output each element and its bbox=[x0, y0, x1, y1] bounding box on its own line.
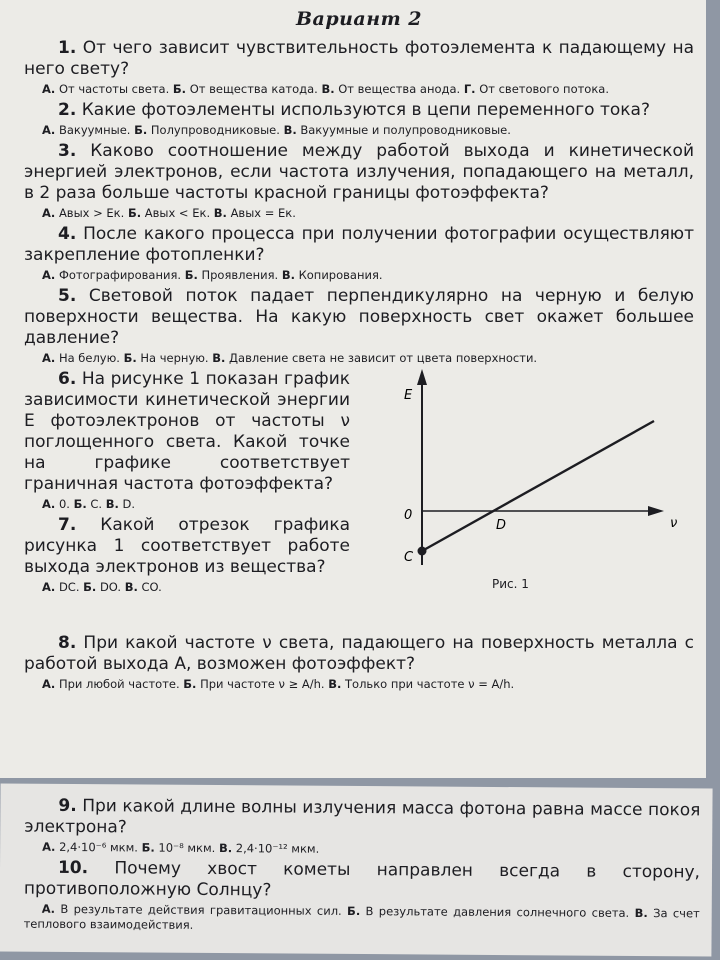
question-number: 5. bbox=[58, 286, 77, 306]
energy-line bbox=[422, 421, 654, 551]
y-axis-arrow bbox=[417, 369, 427, 385]
question-number: 8. bbox=[58, 633, 77, 653]
answers-3 bbox=[24, 206, 694, 221]
answer-key: А. bbox=[42, 268, 56, 282]
answer-text: Aвых > Eк. bbox=[58, 206, 125, 220]
question-text: На рисунке 1 показан график зависимости кинетической энергии E фотоэлектронов от частоты ν поглощенного света. Какой точке на графике соответствует граничная частота фотоэффекта? bbox=[24, 369, 351, 494]
question-4 bbox=[24, 224, 694, 266]
energy-frequency-graph bbox=[364, 365, 704, 605]
answer-text: Копирования. bbox=[298, 268, 383, 282]
question-number: 6. bbox=[58, 369, 77, 389]
figure-caption: Рис. 1 bbox=[492, 577, 529, 591]
question-8 bbox=[24, 633, 694, 675]
origin-label: 0 bbox=[404, 508, 413, 523]
answer-key: А. bbox=[42, 839, 56, 854]
question-5 bbox=[24, 286, 694, 349]
answer-text: От частоты света. bbox=[58, 82, 170, 96]
figure-block bbox=[24, 369, 694, 633]
answer-text: От вещества катода. bbox=[189, 82, 318, 96]
answer-key: А. bbox=[42, 497, 56, 511]
answer-text: Давление света не зависит от цвета поверхности. bbox=[229, 351, 538, 365]
answer-text: За счет теплового взаимодействия. bbox=[23, 906, 700, 932]
answer-text: Вакуумные и полупроводниковые. bbox=[300, 123, 511, 137]
point-c-label: C bbox=[404, 550, 414, 565]
question-text: При какой длине волны излучения масса фотона равна массе покоя электрона? bbox=[24, 796, 701, 838]
answer-key: В. bbox=[328, 677, 342, 691]
answers-1 bbox=[24, 82, 694, 97]
x-axis-arrow bbox=[648, 506, 664, 516]
answer-key: А. bbox=[42, 123, 56, 137]
answers-8 bbox=[24, 677, 694, 692]
answers-4 bbox=[24, 268, 694, 283]
answer-text: Полупроводниковые. bbox=[150, 123, 280, 137]
question-text: Почему хвост кометы направлен всегда в сторону, противоположную Солнцу? bbox=[23, 858, 701, 901]
point-c bbox=[418, 547, 427, 556]
answer-text: 2,4·10⁻⁶ мкм. bbox=[59, 839, 139, 855]
question-text: Какие фотоэлементы используются в цепи переменного тока? bbox=[81, 100, 650, 120]
answer-key: В. bbox=[212, 351, 226, 365]
answer-key: В. bbox=[218, 841, 233, 856]
answer-key: Б. bbox=[73, 497, 87, 511]
answer-text: На белую. bbox=[58, 351, 120, 365]
answers-6 bbox=[24, 497, 350, 512]
answer-key: А. bbox=[42, 206, 56, 220]
question-1 bbox=[24, 38, 694, 80]
answer-key: В. bbox=[124, 580, 138, 594]
answer-key: Б. bbox=[83, 580, 97, 594]
question-10 bbox=[24, 858, 700, 905]
answer-text: 2,4·10⁻¹² мкм. bbox=[235, 841, 320, 856]
question-7 bbox=[24, 515, 350, 578]
answers-10 bbox=[24, 902, 700, 937]
answer-text: От вещества анода. bbox=[338, 82, 461, 96]
answer-text: При любой частоте. bbox=[58, 677, 180, 691]
answer-text: Только при частоте ν = A/h. bbox=[345, 677, 515, 691]
answer-key: Б. bbox=[141, 840, 155, 855]
answer-key: Б. bbox=[127, 206, 142, 220]
answer-text: От светового потока. bbox=[479, 82, 609, 96]
answer-text: 0. bbox=[58, 497, 70, 511]
answer-key: В. bbox=[213, 206, 227, 220]
question-text: После какого процесса при получении фотографии осуществляют закрепление фотопленки? bbox=[24, 224, 695, 265]
answer-text: В результате действия гравитационных сил. bbox=[60, 901, 342, 918]
question-text: При какой частоте ν света, падающего на поверхность металла с работой выхода A, возможен фотоэффект? bbox=[24, 633, 694, 674]
y-axis-label: E bbox=[404, 388, 413, 403]
question-text: Световой поток падает перпендикулярно на черную и белую поверхности вещества. На какую поверхность свет окажет большее давление? bbox=[24, 286, 694, 348]
answer-text: Aвых < Eк. bbox=[144, 206, 211, 220]
answer-key: В. bbox=[283, 123, 297, 137]
answer-text: При частоте ν ≥ A/h. bbox=[200, 677, 325, 691]
question-number: 2. bbox=[58, 100, 77, 120]
question-number: 9. bbox=[58, 795, 77, 817]
answer-key: Б. bbox=[172, 82, 187, 96]
answer-text: CO. bbox=[141, 580, 162, 594]
answers-9 bbox=[24, 840, 700, 860]
answer-key: Б. bbox=[123, 351, 137, 365]
answer-key: Б. bbox=[183, 677, 197, 691]
answer-text: Aвых = Eк. bbox=[230, 206, 296, 220]
answer-key: Б. bbox=[347, 903, 361, 919]
answer-key: В. bbox=[105, 497, 119, 511]
worksheet-strip bbox=[0, 784, 713, 957]
question-text: От чего зависит чувствительность фотоэлемента к падающему на него свету? bbox=[24, 38, 694, 79]
question-text: Каково соотношение между работой выхода и кинетической энергией электронов, если частота излучения, попадающего на металл, в 2 раза больше частоты красной границы фотоэффекта? bbox=[24, 141, 694, 203]
question-2 bbox=[24, 100, 694, 121]
answer-key: Г. bbox=[463, 82, 476, 96]
answer-text: 10⁻⁸ мкм. bbox=[158, 840, 216, 856]
question-6 bbox=[24, 369, 350, 495]
answer-text: На черную. bbox=[140, 351, 209, 365]
answer-text: D. bbox=[122, 497, 136, 511]
answer-text: Фотографирования. bbox=[58, 268, 182, 282]
figure-questions bbox=[24, 369, 350, 595]
answer-key: Б. bbox=[184, 268, 198, 282]
x-axis-label: ν bbox=[670, 516, 678, 531]
question-3 bbox=[24, 141, 694, 204]
answer-text: C. bbox=[90, 497, 103, 511]
question-number: 3. bbox=[58, 141, 77, 161]
answer-text: Вакуумные. bbox=[58, 123, 131, 137]
answer-key: Б. bbox=[134, 123, 148, 137]
answers-7 bbox=[24, 580, 350, 595]
answers-2 bbox=[24, 123, 694, 138]
answer-key: В. bbox=[634, 905, 648, 921]
question-number: 4. bbox=[58, 224, 77, 244]
answer-key: В. bbox=[321, 82, 335, 96]
page-title: Вариант 2 bbox=[295, 8, 423, 30]
question-number: 1. bbox=[58, 38, 77, 58]
answer-text: DO. bbox=[99, 580, 122, 594]
question-number: 10. bbox=[57, 857, 89, 879]
point-d-label: D bbox=[496, 518, 507, 533]
answer-key: В. bbox=[281, 268, 295, 282]
answer-key: А. bbox=[41, 901, 56, 916]
answer-key: А. bbox=[42, 580, 56, 594]
question-9 bbox=[24, 796, 700, 843]
answer-text: В результате давления солнечного света. bbox=[365, 904, 630, 920]
question-text: Какой отрезок графика рисунка 1 соответствует работе выхода электронов из вещества? bbox=[24, 515, 351, 577]
answers-5 bbox=[24, 351, 694, 366]
answer-text: Проявления. bbox=[201, 268, 279, 282]
answer-key: А. bbox=[42, 677, 56, 691]
answer-text: DC. bbox=[58, 580, 80, 594]
question-number: 7. bbox=[58, 515, 77, 535]
answer-key: А. bbox=[42, 82, 56, 96]
answer-key: А. bbox=[42, 351, 56, 365]
